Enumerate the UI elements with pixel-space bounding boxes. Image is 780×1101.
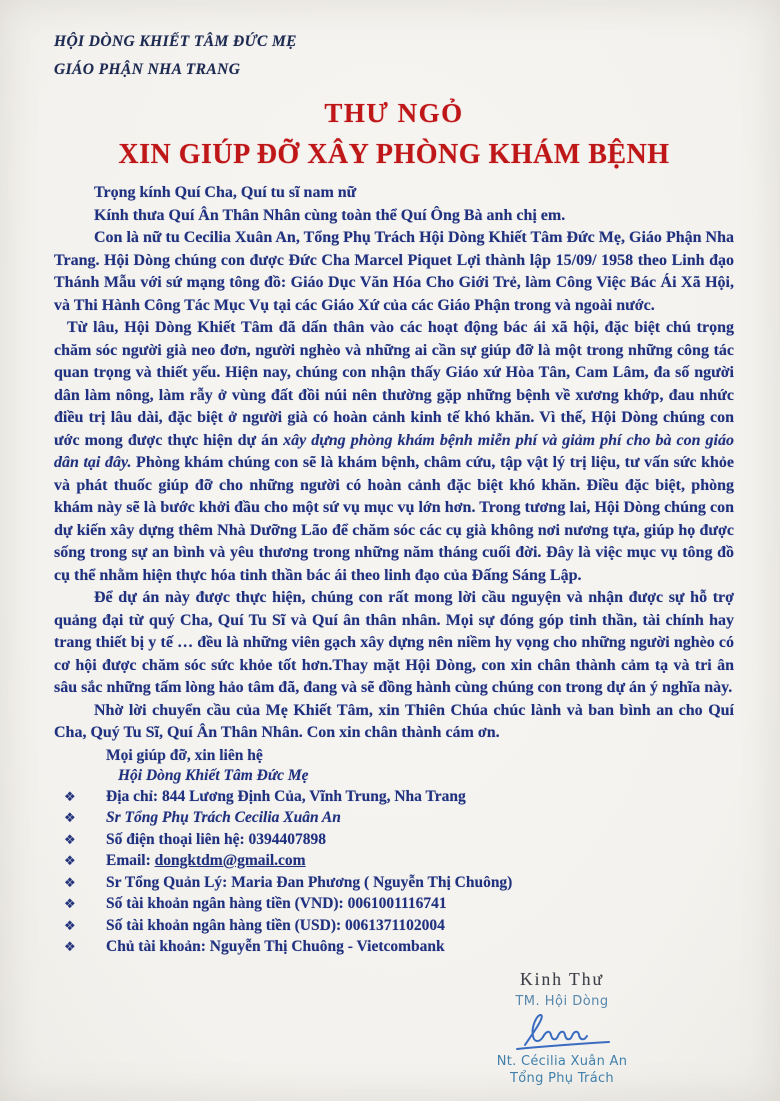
salutation-line-2: Kính thưa Quí Ân Thân Nhân cùng toàn thể Quí Ông Bà anh chị em.: [94, 206, 566, 224]
diamond-bullet-icon: ❖: [64, 875, 76, 891]
letter-title: THƯ NGỎ: [324, 98, 464, 128]
diamond-bullet-icon: ❖: [64, 832, 76, 848]
contact-superior-text: Sr Tổng Phụ Trách Cecilia Xuân An: [106, 809, 341, 826]
contact-item-email: [54, 851, 734, 873]
email-label: Email:: [106, 852, 155, 869]
signature-closing: Kinh Thư: [520, 968, 604, 989]
project-phrase-italic: xây dựng phòng khám bệnh miễn phí và giảm phí cho bà con giáo dân tại đây.: [54, 431, 735, 471]
diamond-bullet-icon: ❖: [64, 854, 76, 869]
contact-phone-text: Số điện thoại liên hệ: 0394407898: [106, 830, 327, 848]
contact-account-vnd-text: Số tài khoản ngân hàng tiền (VND): 0061001116741: [106, 895, 447, 912]
signature-block: [462, 967, 662, 1087]
org-name-line1: HỘI DÒNG KHIẾT TÂM ĐỨC MẸ: [54, 33, 297, 50]
handwritten-signature: [462, 1009, 662, 1053]
diamond-bullet-icon: ❖: [64, 811, 76, 826]
paragraph-main-pre: Từ lâu, Hội Dòng Khiết Tâm đã dấn thân vào các hoạt động bác ái xã hội, đặc biệt chú trọng chăm sóc người già neo đơn, người nghèo và những ai cần sự giúp đỡ là một trong những công tác quan trọng và thiết yếu. Hiện nay, chúng con nhận thấy Giáo xứ Hòa Tân, Cam Lâm, đa số người dân làm nông, làm rẫy ở vùng đất đồi núi nên thường gặp những bệnh về xương khớp, đau nhức điều trị lâu dài, đặc biệt ở người già có hoàn cảnh kinh tế khó khăn. Vì thế, Hội Dòng chúng con ước mong được thực hiện dự án: [54, 319, 734, 449]
contact-item-account-holder: [54, 937, 734, 959]
paragraph-appeal: Để dự án này được thực hiện, chúng con rất mong lời cầu nguyện và nhận được sự hỗ trợ quảng đại từ quý Cha, Quí Tu Sĩ và Quí ân thân nhân. Mọi sự đóng góp tinh thần, tài chính hay trang thiết bị y tế … đều là những viên gạch xây dựng nên niềm hy vọng cho những người nghèo có cơ hội được chăm sóc sức khỏe tốt hơn.Thay mặt Hội Dòng, con xin chân thành cảm tạ và tri ân sâu sắc những tấm lòng hảo tâm đã, đang và sẽ đồng hành cùng chúng con trong dự án ý nghĩa này.: [54, 589, 734, 696]
diamond-bullet-icon: ❖: [64, 789, 76, 805]
signature-role: Tổng Phụ Trách: [510, 1070, 614, 1086]
letterhead: [54, 28, 734, 84]
letter-title-block: [54, 98, 734, 172]
letter-body: [54, 182, 734, 745]
diamond-bullet-icon: ❖: [64, 897, 76, 912]
contact-intro: Mọi giúp đỡ, xin liên hệ: [106, 746, 263, 764]
contact-item-superior: [54, 808, 734, 830]
contact-address-text: Địa chỉ: 844 Lương Định Của, Vĩnh Trung, Nha Trang: [106, 787, 466, 805]
contact-email-text: [106, 851, 306, 872]
contact-item-address: [54, 787, 734, 809]
org-name-line2: GIÁO PHẬN NHA TRANG: [54, 61, 241, 78]
contact-item-account-vnd: [54, 894, 734, 916]
email-link[interactable]: dongktdm@gmail.com: [154, 852, 306, 869]
contact-item-phone: [54, 830, 734, 852]
signature-behalf: TM. Hội Dòng: [515, 993, 609, 1009]
paragraph-main: [54, 317, 734, 587]
salutation-line-1: Trọng kính Quí Cha, Quí tu sĩ nam nữ: [94, 184, 357, 201]
contact-item-account-usd: [54, 916, 734, 938]
contact-manager-text: Sr Tổng Quản Lý: Maria Đan Phương ( Nguyễn Thị Chuông): [106, 873, 513, 891]
paragraph-main-post: Phòng khám chúng con sẽ là khám bệnh, châm cứu, tập vật lý trị liệu, tư vấn sức khỏe và phát thuốc giúp đỡ cho những người có hoàn cảnh đặc biệt khó khăn. Điều đặc biệt, phòng khám này sẽ là bước khởi đầu cho một sứ vụ mục vụ lớn hơn. Trong tương lai, Hội Dòng chúng con dự kiến xây dựng thêm Nhà Dưỡng Lão để chăm sóc các cụ già không nơi nương tựa, giúp họ được sống trong sự an bình và yêu thương trong những năm tháng cuối đời. Đây là việc mục vụ tông đồ cụ thể nhằm hiện thực hóa tinh thần bác ái theo linh đạo của Đấng Sáng Lập.: [54, 454, 735, 584]
diamond-bullet-icon: ❖: [64, 940, 76, 955]
contact-section: [54, 746, 734, 959]
contact-account-holder-text: Chủ tài khoản: Nguyễn Thị Chuông - Vietcombank: [106, 938, 445, 955]
letter-subtitle: XIN GIÚP ĐỠ XÂY PHÒNG KHÁM BỆNH: [118, 139, 670, 170]
diamond-bullet-icon: ❖: [64, 918, 76, 934]
contact-item-manager: [54, 873, 734, 895]
contact-org-name: Hội Dòng Khiết Tâm Đức Mẹ: [118, 767, 309, 784]
signature-name: Nt. Cécilia Xuân An: [496, 1053, 628, 1069]
paragraph-closing: Nhờ lời chuyển cầu của Mẹ Khiết Tâm, xin Thiên Chúa chúc lành và ban bình an cho Quí Cha, Quý Tu Sĩ, Quí Ân Thân Nhân. Con xin chân thành cám ơn.: [54, 701, 734, 741]
paragraph-introduction: Con là nữ tu Cecilia Xuân An, Tổng Phụ Trách Hội Dòng Khiết Tâm Đức Mẹ, Giáo Phận Nha Trang. Hội Dòng chúng con được Đức Cha Marcel Piquet Lợi thành lập 15/09/ 1958 theo Linh đạo Thánh Mẫu với sứ mạng tông đồ: Giáo Dục Văn Hóa Cho Giới Trẻ, làm Công Việc Bác Ái Xã Hội, và Thi Hành Công Tác Mục Vụ tại các Giáo Xứ của các Giáo Phận trong và ngoài nước.: [54, 229, 734, 314]
contact-account-usd-text: Số tài khoản ngân hàng tiền (USD): 0061371102004: [106, 916, 445, 934]
